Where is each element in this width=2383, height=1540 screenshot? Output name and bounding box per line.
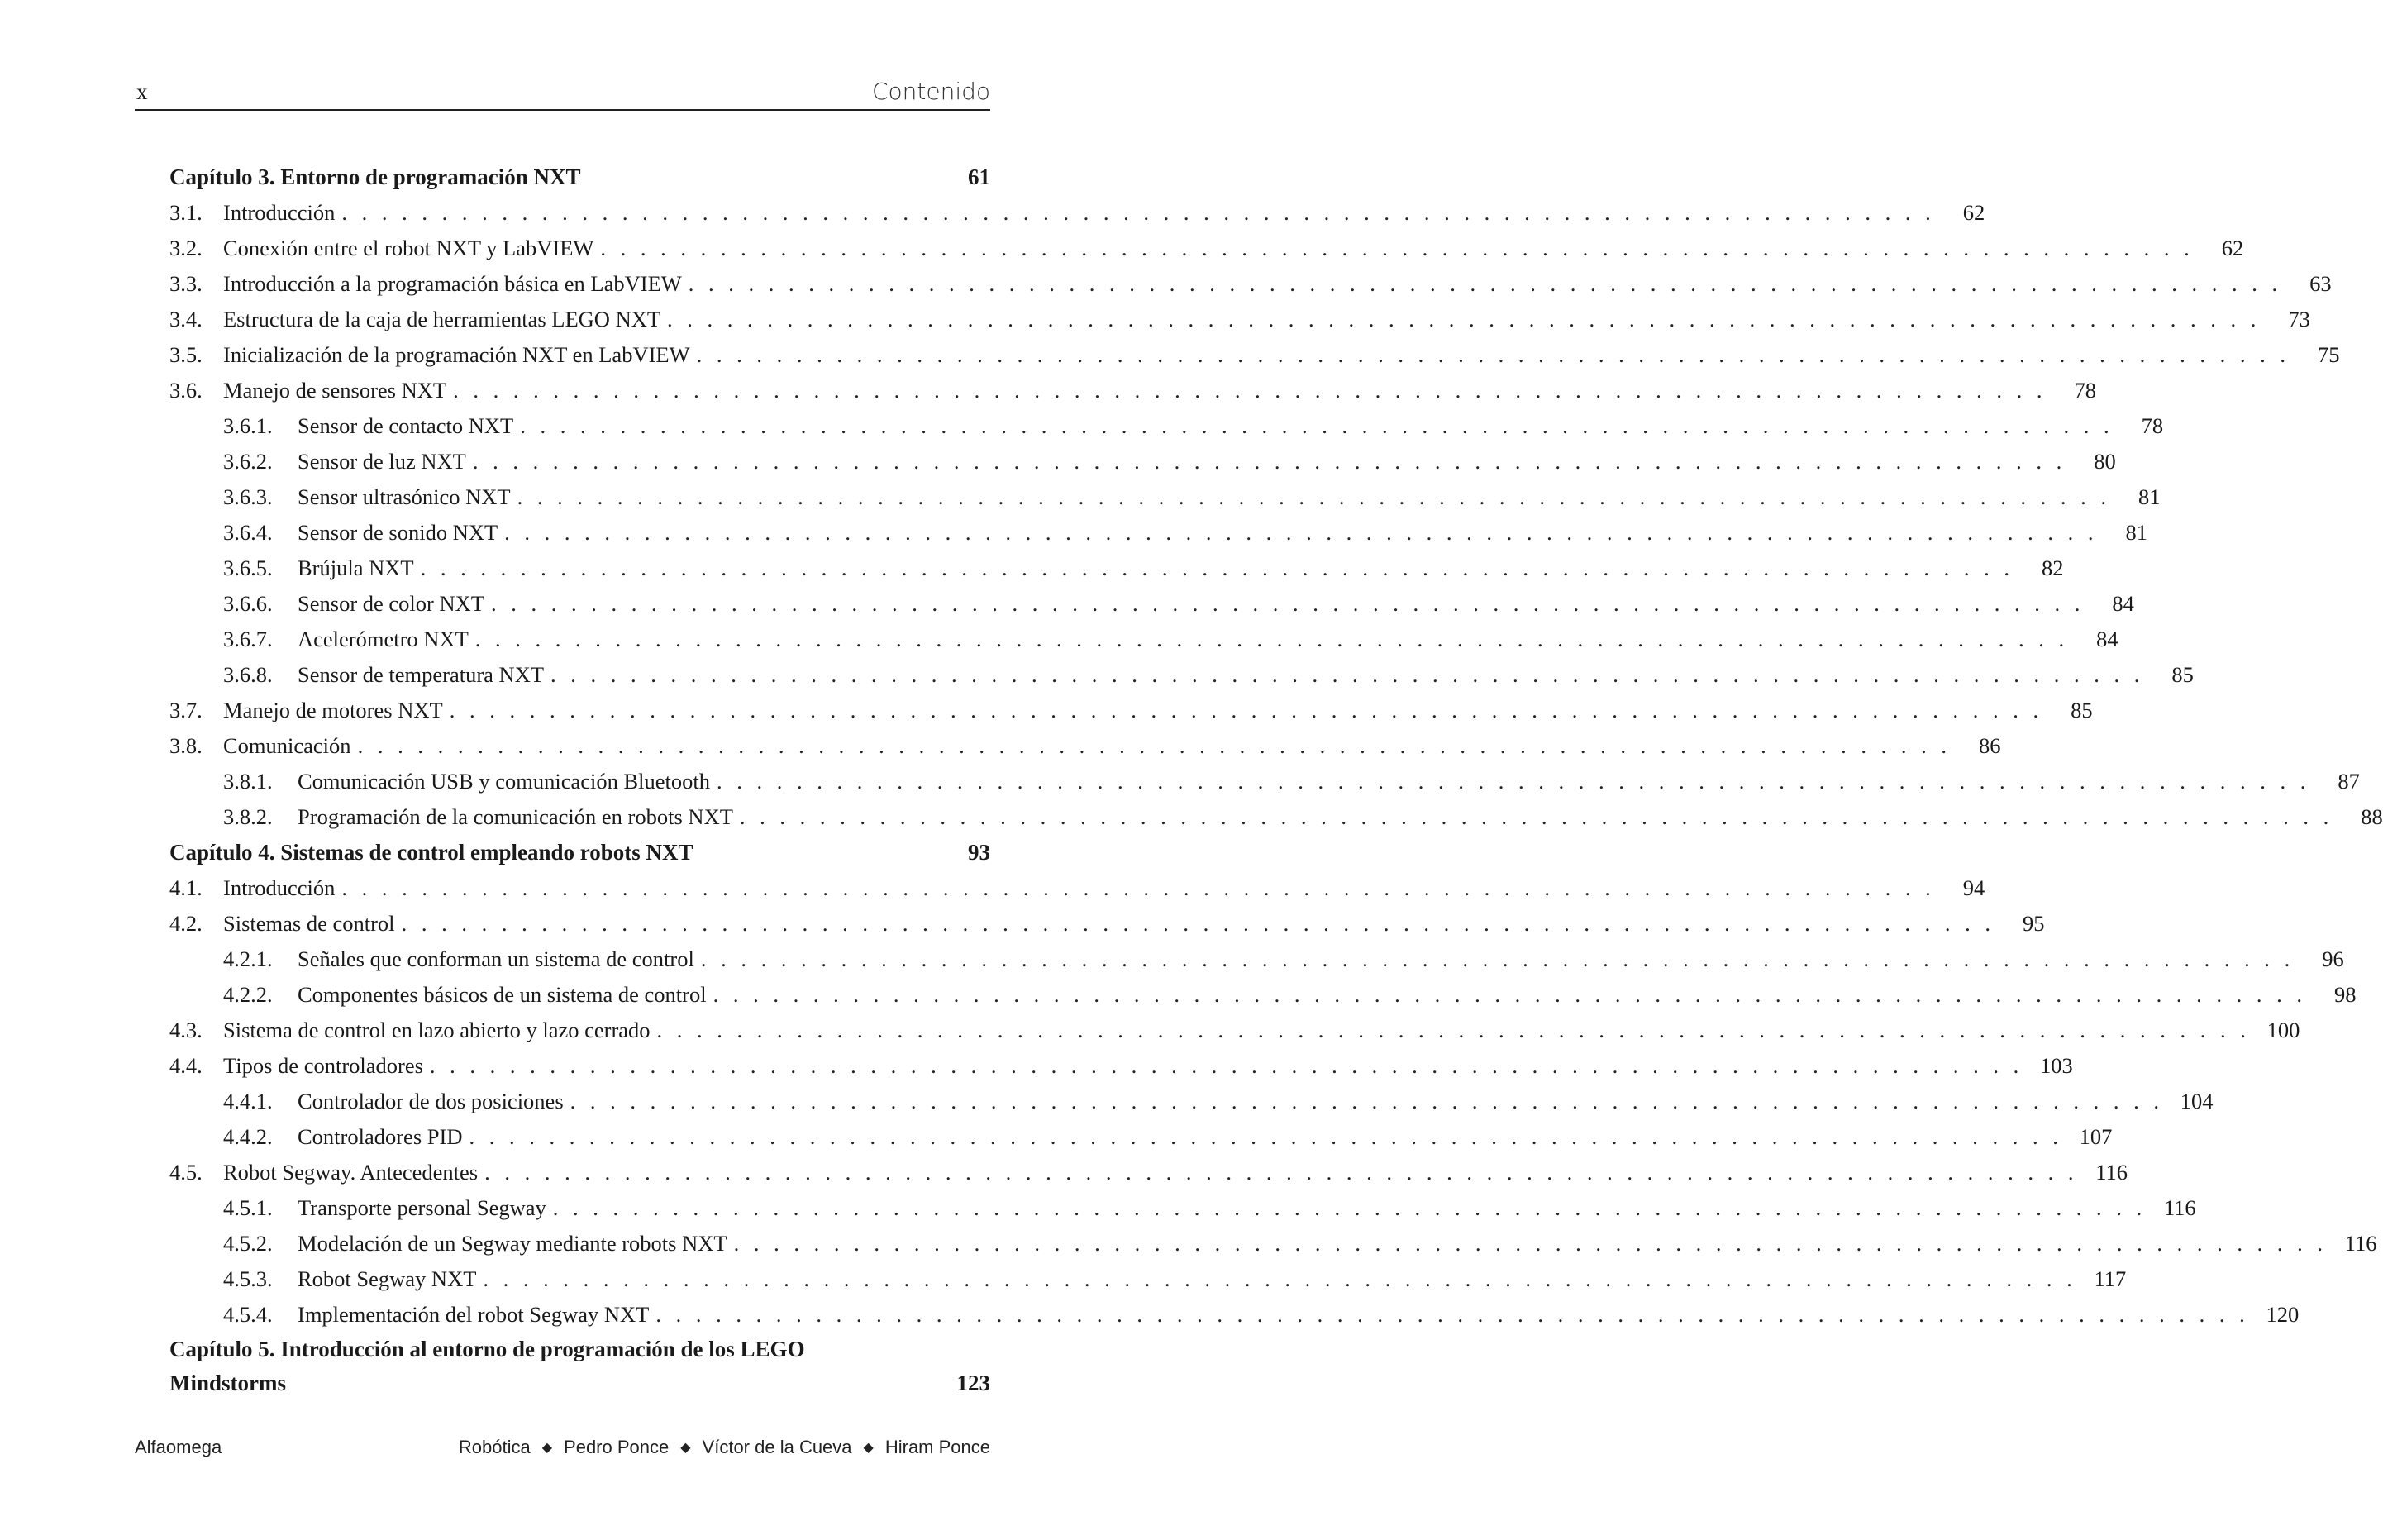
toc-section-entry[interactable] (169, 1155, 2128, 1190)
toc-entry-title: Sistemas de control (223, 911, 395, 936)
toc-subsection-entry[interactable] (169, 1261, 2127, 1297)
dot-leader: . . . . . . . . . . . . . . . . . . . . . . . . . . . . . . . . . . . . . . . . . . . . . . . . . . . . . . . . . . . . . . . . . . . . . . . . . . . . . . . . (517, 484, 2111, 509)
toc-entry-title: Acelerómetro NXT (298, 627, 469, 651)
toc-entry-title: Introducción a la programación básica en LabVIEW (223, 271, 682, 296)
toc-entry-number: 3.8. (169, 733, 203, 758)
dot-leader: . . . . . . . . . . . . . . . . . . . . . . . . . . . . . . . . . . . . . . . . . . . . . . . . . . . . . . . . . . . . . . . . . . . . . . . . . . . . . . . . (449, 698, 2043, 722)
dot-leader: . . . . . . . . . . . . . . . . . . . . . . . . . . . . . . . . . . . . . . . . . . . . . . . . . . . . . . . . . . . . . . . . . . . . . . . . . . . . . . . . (667, 307, 2261, 331)
dot-leader: . . . . . . . . . . . . . . . . . . . . . . . . . . . . . . . . . . . . . . . . . . . . . . . . . . . . . . . . . . . . . . . . . . . . . . . . . . . . . . . . (401, 911, 1995, 936)
diamond-separator-icon: ◆ (680, 1441, 691, 1455)
toc-page-number: 63 (2309, 271, 2332, 296)
toc-entry-number: 3.5. (169, 342, 203, 367)
toc-entry-title: Sensor de color NXT (298, 591, 484, 616)
toc-entry-title: Introducción (223, 200, 336, 225)
diamond-separator-icon: ◆ (541, 1441, 553, 1455)
toc-entry-title: Comunicación USB y comunicación Bluetooth (298, 769, 711, 794)
toc-entry-number: 4.1. (169, 875, 203, 900)
toc-entry-title: Controlador de dos posiciones (298, 1089, 564, 1113)
toc-page-number: 84 (2112, 591, 2134, 616)
dot-leader: . . . . . . . . . . . . . . . . . . . . . . . . . . . . . . . . . . . . . . . . . . . . . . . . . . . . . . . . . . . . . . . . . . . . . . . . . . . . . . . . (429, 1053, 2023, 1078)
dot-leader: . . . . . . . . . . . . . . . . . . . . . . . . . . . . . . . . . . . . . . . . . . . . . . . . . . . . . . . . . . . . . . . . . . . . . . . . . . . . . . . . (490, 591, 2085, 616)
toc-entry-title: Sensor ultrasónico NXT (298, 484, 511, 509)
toc-entry-number: 3.8.2. (223, 804, 273, 829)
toc-page-number: 75 (2317, 342, 2340, 367)
toc-subsection-entry[interactable] (169, 408, 2164, 444)
toc-entry-number: 3.8.1. (223, 769, 273, 794)
toc-entry-number: 3.7. (169, 698, 203, 722)
toc-entry-number: 4.5. (169, 1160, 203, 1185)
toc-page-number: 116 (2163, 1195, 2196, 1220)
toc-entry-title: Capítulo 5. Introducción al entorno de programación de los LEGO Mindstorms (169, 1337, 805, 1395)
toc-page-number: 61 (968, 164, 990, 189)
toc-page-number: 116 (2344, 1231, 2377, 1256)
toc-entry-title: Comunicación (223, 733, 351, 758)
toc-subsection-entry[interactable] (169, 1226, 2377, 1261)
toc-section-entry[interactable] (169, 373, 2096, 408)
dot-leader: . . . . . . . . . . . . . . . . . . . . . . . . . . . . . . . . . . . . . . . . . . . . . . . . . . . . . . . . . . . . . . . . . . . . . . . . . . . . . . . . (483, 1266, 2077, 1291)
toc-subsection-entry[interactable] (169, 942, 2344, 977)
toc-page-number: 93 (968, 840, 990, 865)
toc-section-entry[interactable] (169, 302, 2310, 337)
toc-page-number: 103 (2040, 1053, 2073, 1078)
toc-entry-number: 3.6.8. (223, 662, 273, 687)
toc-entry-number: 4.4.1. (223, 1089, 273, 1113)
toc-page-number: 78 (2074, 378, 2096, 403)
toc-section-entry[interactable] (169, 906, 2045, 942)
toc-entry-title: Introducción (223, 875, 336, 900)
toc-subsection-entry[interactable] (169, 622, 2118, 657)
toc-entry-title: Transporte personal Segway (298, 1195, 546, 1220)
toc-page-number: 98 (2333, 982, 2357, 1007)
dot-leader: . . . . . . . . . . . . . . . . . . . . . . . . . . . . . . . . . . . . . . . . . . . . . . . . . . . . . . . . . . . . . . . . . . . . . . . . . . . . . . . . (469, 1124, 2063, 1149)
toc-page-number: 116 (2095, 1160, 2128, 1185)
toc-entry-title: Sensor de sonido NXT (298, 520, 498, 545)
toc-chapter-entry[interactable] (169, 1333, 990, 1400)
toc-page-number: 95 (2022, 911, 2045, 936)
toc-entry-title: Manejo de motores NXT (223, 698, 443, 722)
toc-entry-title: Sensor de temperatura NXT (298, 662, 545, 687)
toc-section-entry[interactable] (169, 693, 2093, 728)
toc-page-number: 62 (1962, 200, 1985, 225)
toc-page-number: 117 (2094, 1266, 2127, 1291)
toc-subsection-entry[interactable] (169, 1297, 2300, 1333)
toc-page-number: 104 (2180, 1089, 2214, 1113)
toc-entry-number: 3.6.7. (223, 627, 273, 651)
book-title: Robótica (458, 1437, 531, 1457)
toc-page-number: 82 (2041, 555, 2064, 580)
toc-subsection-entry[interactable] (169, 551, 2064, 586)
toc-entry-number: 3.6.6. (223, 591, 273, 616)
toc-section-entry[interactable] (169, 728, 2001, 764)
toc-entry-title: Capítulo 3. Entorno de programación NXT (169, 164, 581, 189)
dot-leader: . . . . . . . . . . . . . . . . . . . . . . . . . . . . . . . . . . . . . . . . . . . . . . . . . . . . . . . . . . . . . . . . . . . . . . . . . . . . . . . . (341, 200, 1936, 225)
toc-entry-title: Brújula NXT (298, 555, 414, 580)
toc-entry-number: 4.5.4. (223, 1302, 273, 1327)
toc-entry-number: 4.5.1. (223, 1195, 273, 1220)
toc-entry-number: 3.6.3. (223, 484, 273, 509)
dot-leader: . . . . . . . . . . . . . . . . . . . . . . . . . . . . . . . . . . . . . . . . . . . . . . . . . . . . . . . . . . . . . . . . . . . . . . . . . . . . . . . . (520, 413, 2114, 438)
toc-entry-title: Sensor de luz NXT (298, 449, 466, 474)
toc-page-number: 100 (2266, 1018, 2300, 1042)
diamond-separator-icon: ◆ (863, 1441, 874, 1455)
toc-entry-number: 3.6.2. (223, 449, 273, 474)
toc-entry-number: 3.3. (169, 271, 203, 296)
page-header (135, 76, 990, 111)
toc-page-number: 62 (2221, 236, 2244, 260)
dot-leader: . . . . . . . . . . . . . . . . . . . . . . . . . . . . . . . . . . . . . . . . . . . . . . . . . . . . . . . . . . . . . . . . . . . . . . . . . . . . . . . . (474, 627, 2069, 651)
toc-entry-number: 3.6.4. (223, 520, 273, 545)
toc-subsection-entry[interactable] (169, 764, 2360, 799)
toc-entry-title: Capítulo 4. Sistemas de control empleando robots NXT (169, 840, 693, 865)
toc-entry-title: Estructura de la caja de herramientas LEGO NXT (223, 307, 661, 331)
toc-entry-number: 4.5.2. (223, 1231, 273, 1256)
toc-section-entry[interactable] (169, 231, 2244, 266)
toc-page-number: 88 (2361, 804, 2383, 829)
toc-section-entry[interactable] (169, 1048, 2073, 1084)
toc-entry-number: 3.6.1. (223, 413, 273, 438)
dot-leader: . . . . . . . . . . . . . . . . . . . . . . . . . . . . . . . . . . . . . . . . . . . . . . . . . . . . . . . . . . . . . . . . . . . . . . . . . . . . . . . . (552, 1195, 2147, 1220)
dot-leader: . . . . . . . . . . . . . . . . . . . . . . . . . . . . . . . . . . . . . . . . . . . . . . . . . . . . . . . . . . . . . . . . . . . . . . . . . . . . . . . . (484, 1160, 2078, 1185)
dot-leader: . . . . . . . . . . . . . . . . . . . . . . . . . . . . . . . . . . . . . . . . . . . . . . . . . . . . . . . . . . . . . . . . . . . . . . . . . . . . . . . . (600, 236, 2195, 260)
toc-entry-title: Modelación de un Segway mediante robots NXT (298, 1231, 727, 1256)
toc-entry-title: Implementación del robot Segway NXT (298, 1302, 650, 1327)
toc-entry-title: Robot Segway. Antecedentes (223, 1160, 479, 1185)
running-head: Contenido (871, 78, 990, 105)
toc-entry-title: Tipos de controladores (223, 1053, 423, 1078)
dot-leader: . . . . . . . . . . . . . . . . . . . . . . . . . . . . . . . . . . . . . . . . . . . . . . . . . . . . . . . . . . . . . . . . . . . . . . . . . . . . . . . . (655, 1302, 2250, 1327)
dot-leader: . . . . . . . . . . . . . . . . . . . . . . . . . . . . . . . . . . . . . . . . . . . . . . . . . . . . . . . . . . . . . . . . . . . . . . . . . . . . . . . . (357, 733, 1952, 758)
toc-page-number: 73 (2288, 307, 2310, 331)
dot-leader: . . . . . . . . . . . . . . . . . . . . . . . . . . . . . . . . . . . . . . . . . . . . . . . . . . . . . . . . . . . . . . . . . . . . . . . . . . . . . . . . (733, 1231, 2328, 1256)
dot-leader: . . . . . . . . . . . . . . . . . . . . . . . . . . . . . . . . . . . . . . . . . . . . . . . . . . . . . . . . . . . . . . . . . . . . . . . . . . . . . . . . (696, 342, 2290, 367)
book-credits (459, 1437, 990, 1458)
dot-leader: . . . . . . . . . . . . . . . . . . . . . . . . . . . . . . . . . . . . . . . . . . . . . . . . . . . . . . . . . . . . . . . . . . . . . . . . . . . . . . . . (472, 449, 2066, 474)
toc-subsection-entry[interactable] (169, 586, 2134, 622)
author-name: Pedro Ponce (564, 1437, 670, 1457)
dot-leader: . . . . . . . . . . . . . . . . . . . . . . . . . . . . . . . . . . . . . . . . . . . . . . . . . . . . . . . . . . . . . . . . . . . . . . . . . . . . . . . . (656, 1018, 2251, 1042)
author-name: Víctor de la Cueva (702, 1437, 852, 1457)
toc-chapter-entry[interactable] (169, 835, 990, 870)
toc-entry-title: Conexión entre el robot NXT y LabVIEW (223, 236, 594, 260)
toc-entry-number: 4.2.1. (223, 946, 273, 971)
toc-page-number: 78 (2141, 413, 2164, 438)
toc-entry-number: 4.5.3. (223, 1266, 273, 1291)
toc-page-number: 96 (2322, 946, 2344, 971)
toc-page-number: 80 (2094, 449, 2116, 474)
toc-subsection-entry[interactable] (169, 799, 2383, 835)
toc-entry-number: 4.2. (169, 911, 203, 936)
toc-subsection-entry[interactable] (169, 444, 2116, 479)
dot-leader: . . . . . . . . . . . . . . . . . . . . . . . . . . . . . . . . . . . . . . . . . . . . . . . . . . . . . . . . . . . . . . . . . . . . . . . . . . . . . . . . (453, 378, 2047, 403)
toc-entry-number: 4.4. (169, 1053, 203, 1078)
toc-subsection-entry[interactable] (169, 1084, 2214, 1119)
toc-entry-title: Controladores PID (298, 1124, 463, 1149)
toc-subsection-entry[interactable] (169, 515, 2148, 551)
dot-leader: . . . . . . . . . . . . . . . . . . . . . . . . . . . . . . . . . . . . . . . . . . . . . . . . . . . . . . . . . . . . . . . . . . . . . . . . . . . . . . . . (739, 804, 2333, 829)
dot-leader: . . . . . . . . . . . . . . . . . . . . . . . . . . . . . . . . . . . . . . . . . . . . . . . . . . . . . . . . . . . . . . . . . . . . . . . . . . . . . . . . (504, 520, 2099, 545)
table-of-contents (169, 160, 2383, 1400)
toc-entry-title: Robot Segway NXT (298, 1266, 477, 1291)
dot-leader: . . . . . . . . . . . . . . . . . . . . . . . . . . . . . . . . . . . . . . . . . . . . . . . . . . . . . . . . . . . . . . . . . . . . . . . . . . . . . . . . (550, 662, 2144, 687)
toc-entry-title: Manejo de sensores NXT (223, 378, 447, 403)
toc-chapter-entry[interactable] (169, 160, 990, 195)
toc-entry-number: 4.4.2. (223, 1124, 273, 1149)
toc-subsection-entry[interactable] (169, 657, 2194, 693)
toc-page-number: 85 (2171, 662, 2194, 687)
toc-entry-number: 3.6.5. (223, 555, 273, 580)
toc-entry-number: 3.4. (169, 307, 203, 331)
author-name: Hiram Ponce (884, 1437, 990, 1457)
toc-entry-number: 3.2. (169, 236, 203, 260)
page-footer (135, 1437, 990, 1465)
toc-subsection-entry[interactable] (169, 977, 2357, 1013)
toc-subsection-entry[interactable] (169, 479, 2161, 515)
toc-page-number: 81 (2138, 484, 2161, 509)
toc-section-entry[interactable] (169, 337, 2340, 373)
toc-entry-title: Inicialización de la programación NXT en LabVIEW (223, 342, 690, 367)
dot-leader: . . . . . . . . . . . . . . . . . . . . . . . . . . . . . . . . . . . . . . . . . . . . . . . . . . . . . . . . . . . . . . . . . . . . . . . . . . . . . . . . (570, 1089, 2164, 1113)
toc-entry-number: 4.2.2. (223, 982, 273, 1007)
toc-entry-title: Componentes básicos de un sistema de control (298, 982, 707, 1007)
toc-page-number: 84 (2096, 627, 2118, 651)
toc-entry-number: 3.6. (169, 378, 203, 403)
dot-leader: . . . . . . . . . . . . . . . . . . . . . . . . . . . . . . . . . . . . . . . . . . . . . . . . . . . . . . . . . . . . . . . . . . . . . . . . . . . . . . . . (688, 271, 2282, 296)
publisher-name: Alfaomega (135, 1437, 222, 1457)
toc-subsection-entry[interactable] (169, 1190, 2196, 1226)
toc-entry-title: Programación de la comunicación en robots NXT (298, 804, 733, 829)
toc-section-entry[interactable] (169, 195, 1985, 231)
dot-leader: . . . . . . . . . . . . . . . . . . . . . . . . . . . . . . . . . . . . . . . . . . . . . . . . . . . . . . . . . . . . . . . . . . . . . . . . . . . . . . . . (420, 555, 2014, 580)
dot-leader: . . . . . . . . . . . . . . . . . . . . . . . . . . . . . . . . . . . . . . . . . . . . . . . . . . . . . . . . . . . . . . . . . . . . . . . . . . . . . . . . (713, 982, 2307, 1007)
toc-entry-title: Sistema de control en lazo abierto y lazo cerrado (223, 1018, 651, 1042)
toc-entry-number: 4.3. (169, 1018, 203, 1042)
toc-section-entry[interactable] (169, 1013, 2300, 1048)
toc-section-entry[interactable] (169, 266, 2332, 302)
toc-page-number: 86 (1978, 733, 2001, 758)
toc-page-number: 107 (2079, 1124, 2113, 1149)
toc-subsection-entry[interactable] (169, 1119, 2113, 1155)
toc-page-number: 94 (1962, 875, 1985, 900)
toc-entry-title: Sensor de contacto NXT (298, 413, 514, 438)
toc-page-number: 81 (2125, 520, 2148, 545)
toc-page-number: 85 (2071, 698, 2093, 722)
dot-leader: . . . . . . . . . . . . . . . . . . . . . . . . . . . . . . . . . . . . . . . . . . . . . . . . . . . . . . . . . . . . . . . . . . . . . . . . . . . . . . . . (700, 946, 2295, 971)
dot-leader: . . . . . . . . . . . . . . . . . . . . . . . . . . . . . . . . . . . . . . . . . . . . . . . . . . . . . . . . . . . . . . . . . . . . . . . . . . . . . . . . (341, 875, 1936, 900)
toc-section-entry[interactable] (169, 870, 1985, 906)
dot-leader: . . . . . . . . . . . . . . . . . . . . . . . . . . . . . . . . . . . . . . . . . . . . . . . . . . . . . . . . . . . . . . . . . . . . . . . . . . . . . . . . (717, 769, 2310, 794)
toc-page-number: 120 (2266, 1302, 2300, 1327)
page-number: x (136, 79, 149, 104)
toc-page-number: 123 (956, 1371, 990, 1395)
toc-page-number: 87 (2338, 769, 2360, 794)
toc-entry-title: Señales que conforman un sistema de control (298, 946, 694, 971)
toc-entry-number: 3.1. (169, 200, 203, 225)
